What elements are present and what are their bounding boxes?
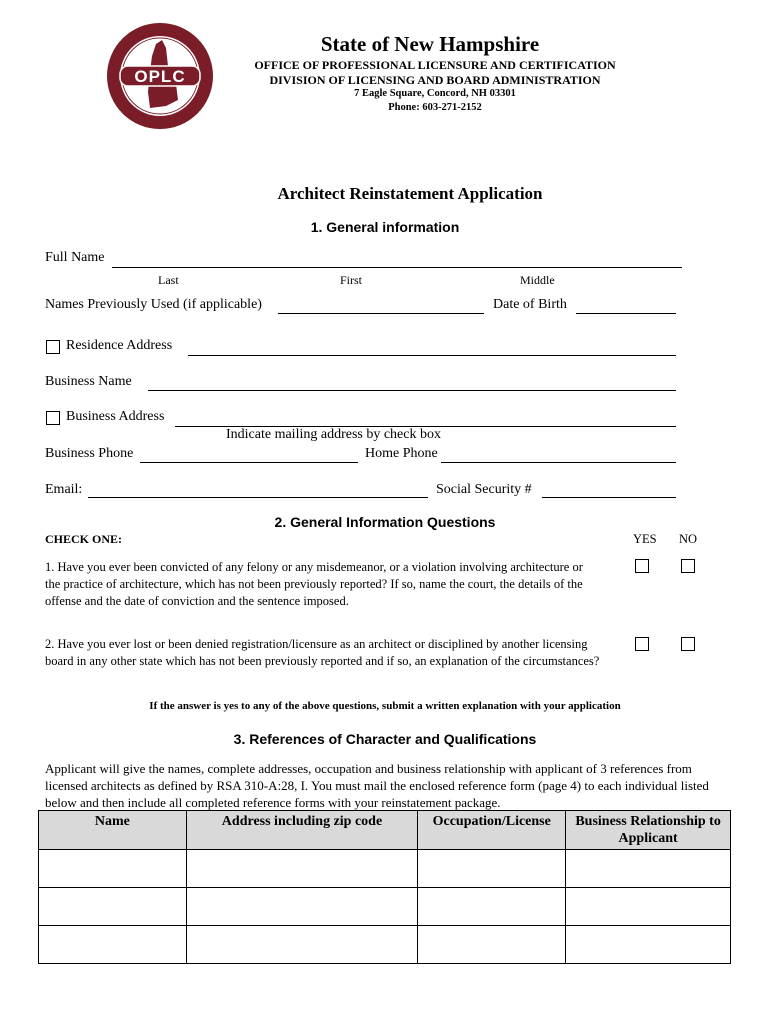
business-phone-field[interactable]: [140, 462, 358, 463]
section2-title: 2. General Information Questions: [274, 514, 496, 530]
reference-cell[interactable]: [39, 888, 187, 926]
col-occupation: Occupation/License: [418, 811, 566, 850]
yes-answer-note: If the answer is yes to any of the above questions, submit a written explanation with your application: [149, 700, 621, 712]
reference-cell[interactable]: [418, 850, 566, 888]
full-name-field[interactable]: [112, 267, 682, 268]
oplc-seal: [106, 22, 214, 130]
table-row: [39, 926, 731, 964]
business-address-checkbox[interactable]: [46, 411, 60, 425]
first-label: First: [340, 273, 363, 287]
q2-yes-checkbox[interactable]: [635, 637, 649, 651]
middle-label: Middle: [520, 273, 555, 287]
header-phone: Phone: 603-271-2152: [388, 102, 482, 113]
check-one-label: CHECK ONE:: [45, 532, 123, 546]
residence-field[interactable]: [188, 355, 676, 356]
yes-header: YES: [633, 532, 657, 546]
reference-cell[interactable]: [418, 926, 566, 964]
reference-cell[interactable]: [39, 926, 187, 964]
reference-cell[interactable]: [566, 926, 731, 964]
header-address: 7 Eagle Square, Concord, NH 03301: [354, 88, 516, 99]
business-name-field[interactable]: [148, 390, 676, 391]
q1-yes-checkbox[interactable]: [635, 559, 649, 573]
table-row: [39, 888, 731, 926]
business-address-label: Business Address: [66, 409, 165, 424]
no-header: NO: [679, 532, 698, 546]
residence-checkbox[interactable]: [46, 340, 60, 354]
header-division: DIVISION OF LICENSING AND BOARD ADMINISTRATION: [269, 73, 601, 87]
business-name-label: Business Name: [45, 374, 132, 389]
section3-instructions: Applicant will give the names, complete addresses, occupation and business relationship with applicant of 3 references from licensed architects as defined by RSA 310-A:28, I. You must mail the enclosed reference form (page 4) to each individual listed below and then include all completed reference forms with your reinstatement package.: [45, 761, 709, 810]
business-phone-label: Business Phone: [45, 446, 134, 461]
names-previous-field[interactable]: [278, 313, 484, 314]
reference-cell[interactable]: [566, 850, 731, 888]
form-title: Architect Reinstatement Application: [277, 184, 543, 203]
question-1: 1. Have you ever been convicted of any felony or any misdemeanor, or a violation involving architecture or the practice of architecture, which has not been previously reported? If so, name the court, the details of the offense and the date of conviction and the sentence imposed.: [45, 560, 583, 608]
mailing-note: Indicate mailing address by check box: [226, 427, 441, 442]
question-2: 2. Have you ever lost or been denied registration/licensure as an architect or disciplined by another licensing board in any other state which has not been previously reported and if so, an explanation of the circumstances?: [45, 637, 600, 668]
dob-label: Date of Birth: [493, 297, 567, 312]
q2-no-checkbox[interactable]: [681, 637, 695, 651]
header-office: OFFICE OF PROFESSIONAL LICENSURE AND CERTIFICATION: [254, 58, 616, 72]
ssn-label: Social Security #: [436, 482, 532, 497]
email-field[interactable]: [88, 497, 428, 498]
section1-title: 1. General information: [310, 219, 460, 235]
reference-cell[interactable]: [186, 850, 418, 888]
names-previous-label: Names Previously Used (if applicable): [45, 297, 262, 312]
email-label: Email:: [45, 482, 83, 497]
reference-cell[interactable]: [39, 850, 187, 888]
home-phone-label: Home Phone: [365, 446, 438, 461]
dob-field[interactable]: [576, 313, 676, 314]
table-row: [39, 850, 731, 888]
full-name-label: Full Name: [45, 250, 105, 265]
reference-cell[interactable]: [418, 888, 566, 926]
seal-text: OPLC: [134, 67, 186, 86]
reference-cell[interactable]: [186, 926, 418, 964]
home-phone-field[interactable]: [441, 462, 676, 463]
header-state: State of New Hampshire: [320, 32, 540, 56]
reference-cell[interactable]: [186, 888, 418, 926]
last-label: Last: [158, 273, 179, 287]
residence-label: Residence Address: [66, 338, 173, 353]
reference-cell[interactable]: [566, 888, 731, 926]
ssn-field[interactable]: [542, 497, 676, 498]
q1-no-checkbox[interactable]: [681, 559, 695, 573]
col-name: Name: [39, 811, 187, 850]
col-address: Address including zip code: [186, 811, 418, 850]
col-relationship: Business Relationship to Applicant: [566, 811, 731, 850]
section3-title: 3. References of Character and Qualifications: [233, 731, 537, 747]
references-table: [38, 810, 731, 964]
